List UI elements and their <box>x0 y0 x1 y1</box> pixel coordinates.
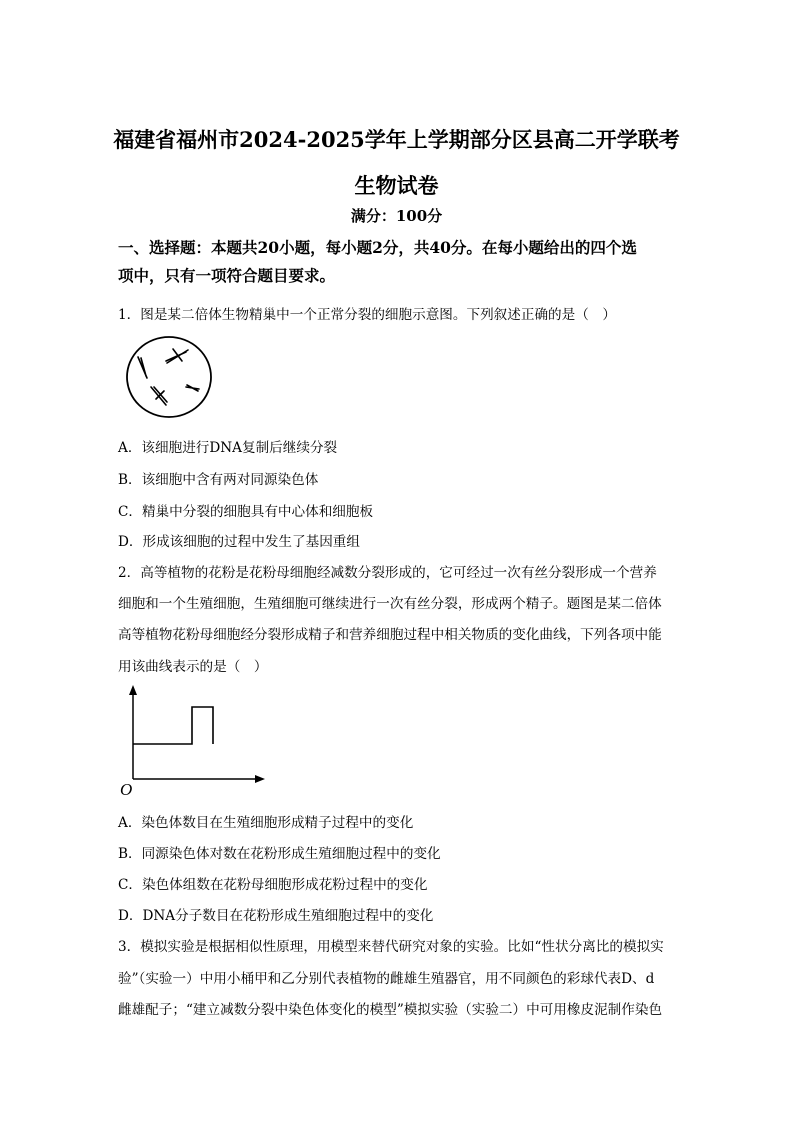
cell-membrane <box>127 337 211 417</box>
axes <box>133 691 257 779</box>
y-axis-arrow <box>129 685 137 695</box>
section-heading-line1: 一、选择题：本题共20小题，每小题2分，共40分。在每小题给出的四个选 <box>118 238 637 257</box>
q3-stem-line3: 雌雄配子；“建立减数分裂中染色体变化的模型”模拟实验（实验二）中可用橡皮泥制作染色 <box>118 1002 663 1018</box>
exam-title-line1: 福建省福州市2024-2025学年上学期部分区县高二开学联考 <box>113 127 680 152</box>
q1-stem: 1．图是某二倍体生物精巢中一个正常分裂的细胞示意图。下列叙述正确的是（ ） <box>118 307 617 323</box>
chromosomes <box>138 349 199 405</box>
q3-stem-line2: 验”（实验一）中用小桶甲和乙分别代表植物的雌雄生殖器官，用不同颜色的彩球代表D、d <box>118 971 655 987</box>
q2-option-c: C．染色体组数在花粉母细胞形成花粉过程中的变化 <box>118 877 428 893</box>
q2-option-d: D．DNA分子数目在花粉形成生殖细胞过程中的变化 <box>118 908 434 924</box>
q1-option-b: B．该细胞中含有两对同源染色体 <box>118 472 319 488</box>
q2-stem-line4: 用该曲线表示的是（ ） <box>118 659 268 675</box>
change-curve <box>133 707 213 744</box>
q1-option-c: C．精巢中分裂的细胞具有中心体和细胞板 <box>118 504 374 520</box>
q2-stem-line1: 2．高等植物的花粉是花粉母细胞经减数分裂形成的，它可经过一次有丝分裂形成一个营养 <box>118 565 657 581</box>
chromosome-2 <box>138 357 147 378</box>
exam-title-line2: 生物试卷 <box>354 173 439 198</box>
chromosome-1 <box>166 350 188 363</box>
origin-label: O <box>120 780 133 799</box>
q1-option-d: D．形成该细胞的过程中发生了基因重组 <box>118 534 360 550</box>
section-heading-line2: 项中，只有一项符合题目要求。 <box>118 266 336 285</box>
q2-option-a: A．染色体数目在生殖细胞形成精子过程中的变化 <box>118 815 414 831</box>
cell-division-figure <box>118 333 216 423</box>
x-axis-arrow <box>255 775 265 783</box>
q2-stem-line3: 高等植物花粉母细胞经分裂形成精子和营养细胞过程中相关物质的变化曲线，下列各项中能 <box>118 627 662 643</box>
change-curve-graph <box>115 683 270 801</box>
q2-stem-line2: 细胞和一个生殖细胞，生殖细胞可继续进行一次有丝分裂，形成两个精子。题图是某二倍体 <box>118 596 662 612</box>
full-score: 满分：100分 <box>350 207 443 225</box>
chromosome-4 <box>186 385 199 391</box>
q3-stem-line1: 3．模拟实验是根据相似性原理，用模型来替代研究对象的实验。比如“性状分离比的模拟实 <box>118 939 664 955</box>
q2-option-b: B．同源染色体对数在花粉形成生殖细胞过程中的变化 <box>118 846 441 862</box>
q1-option-a: A．该细胞进行DNA复制后继续分裂 <box>118 440 338 456</box>
